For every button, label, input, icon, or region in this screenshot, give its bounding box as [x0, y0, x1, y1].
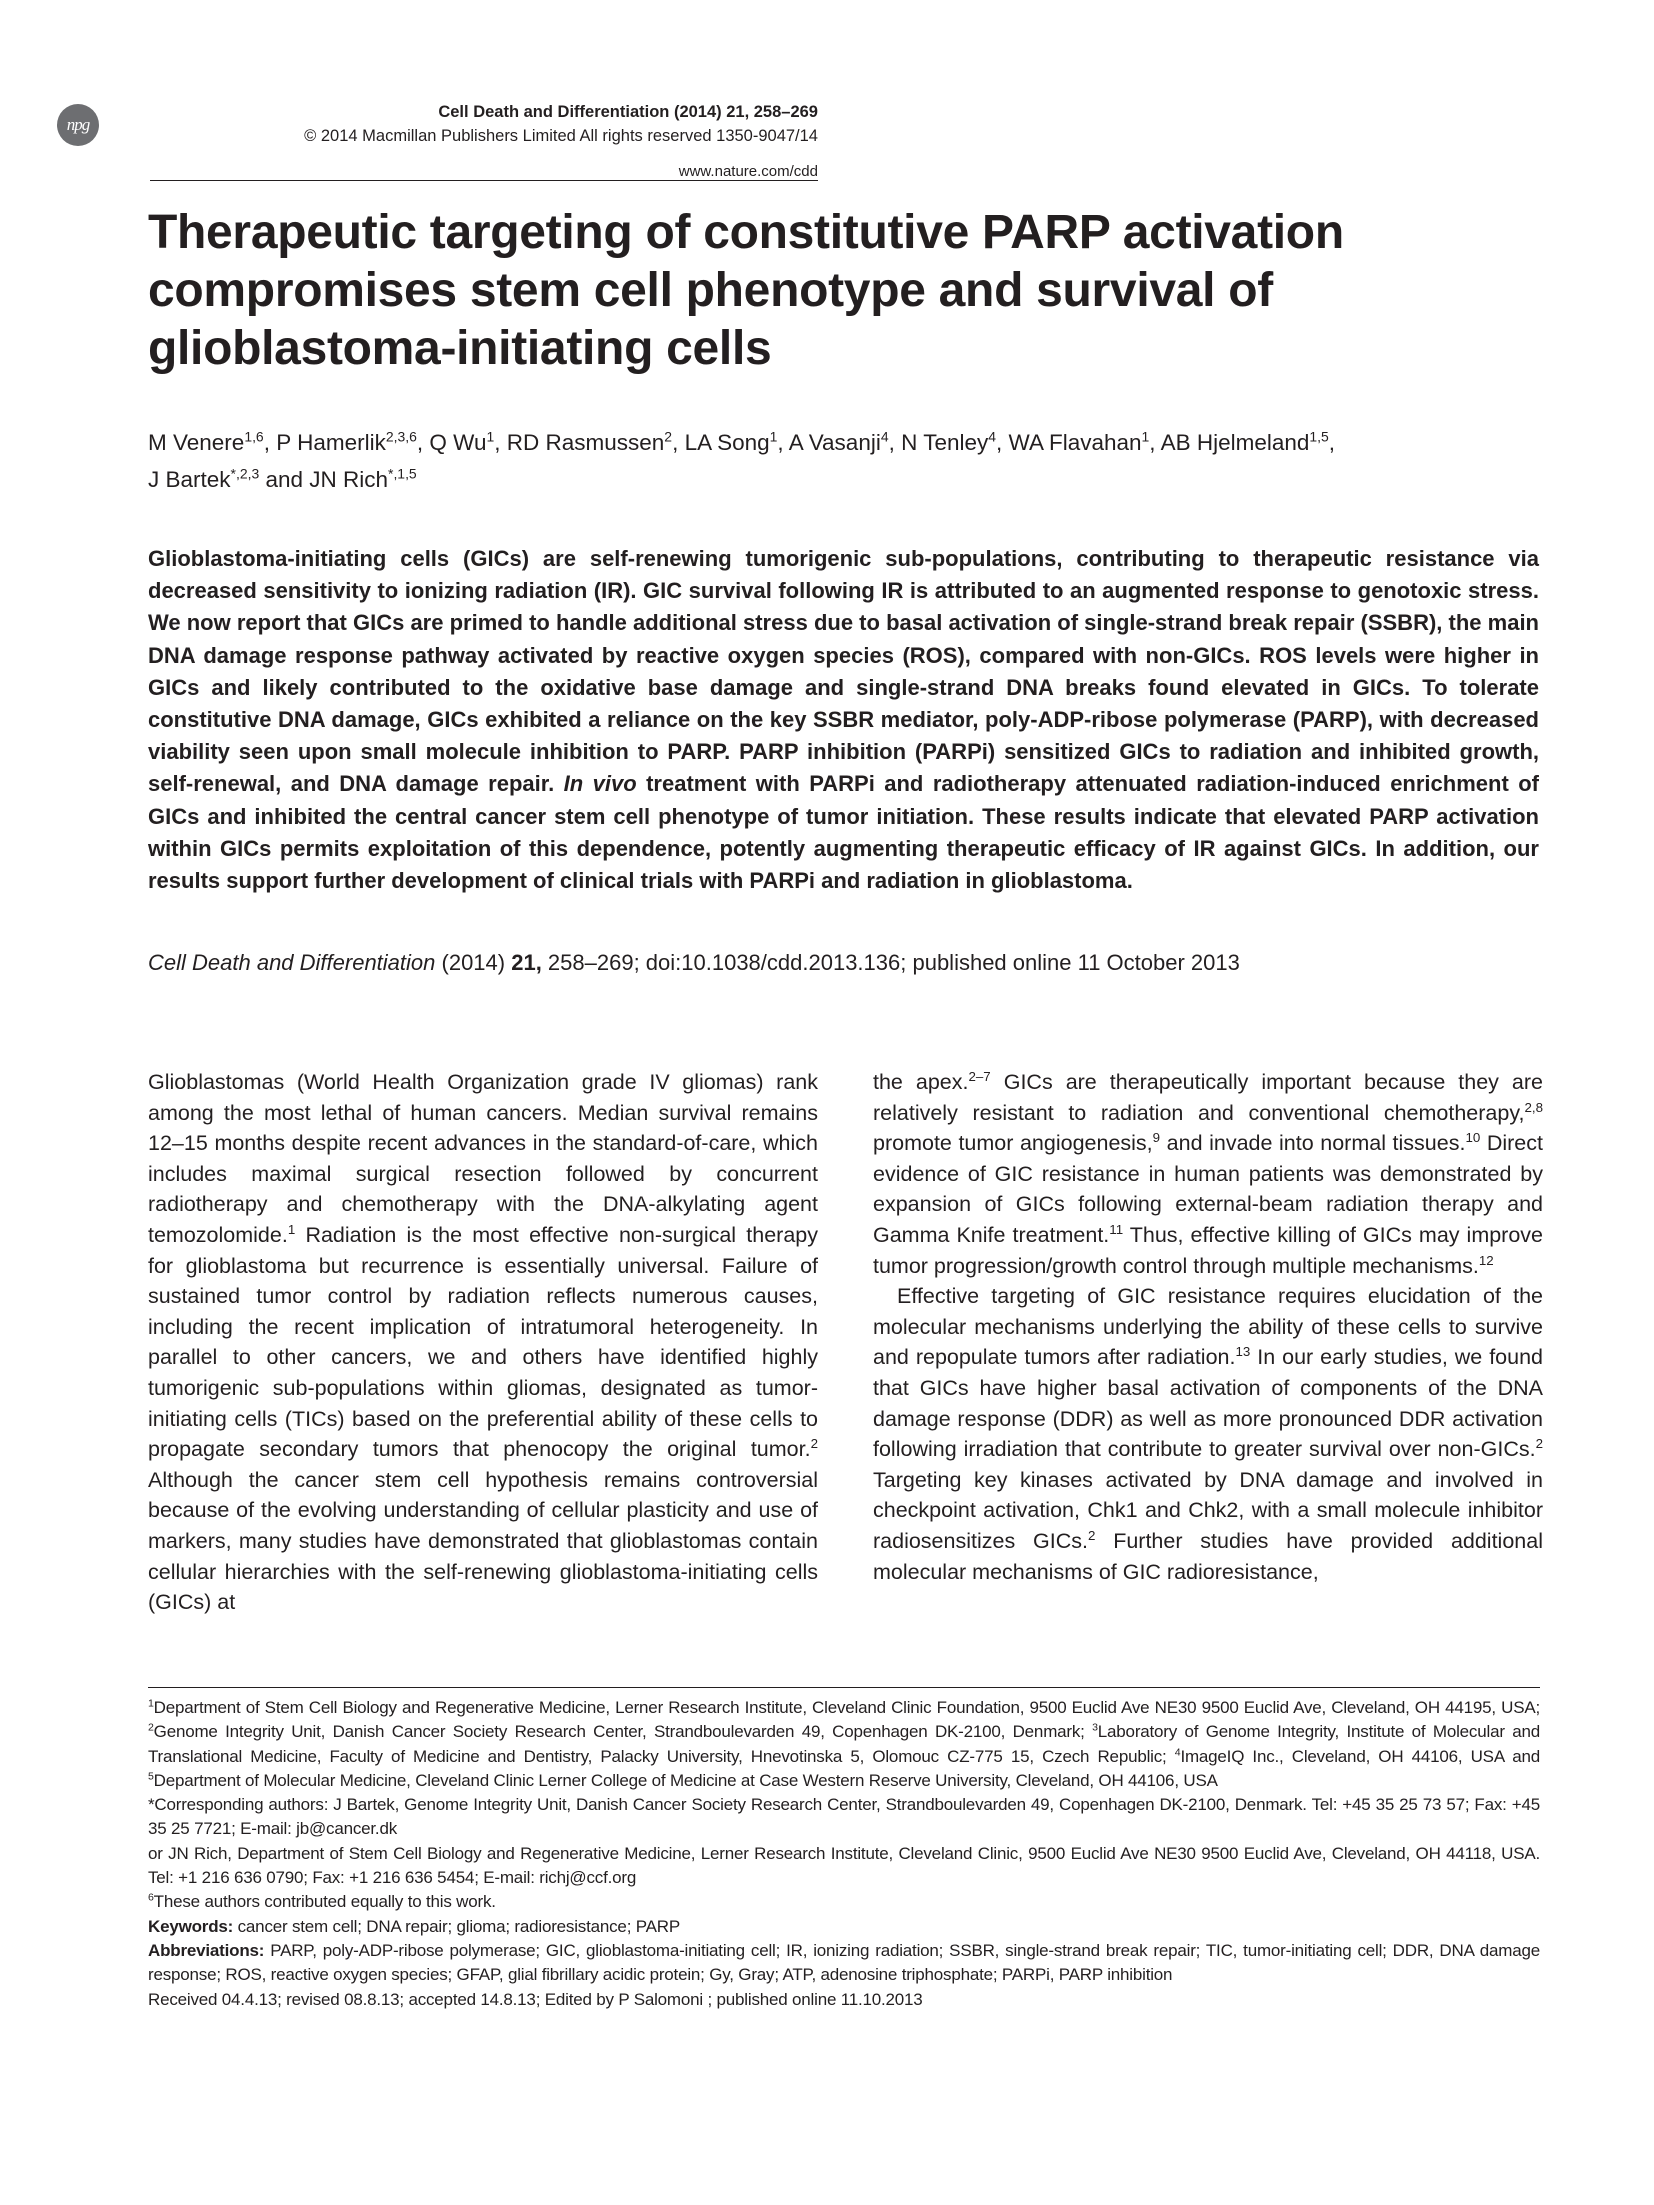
author: M Venere$^{1,6}$: [148, 428, 264, 455]
abbreviations: Abbreviations: PARP, poly-ADP-ribose polymerase; GIC, glioblastoma-initiating cell; IR, ionizing radiation; SSBR, single-strand break repair; TIC, tumor-initiating cell; DDR, DNA damage response; ROS, reactive oxygen species; GFAP, glial fibrillary acidic protein; Gy, Gray; ATP, adenosine triphosphate; PARPi, PARP inhibition: [148, 1940, 1540, 1985]
corresponding-author-2: or JN Rich, Department of Stem Cell Biology and Regenerative Medicine, Lerner Research Institute, Cleveland Clinic, 9500 Euclid Ave NE30 9500 Euclid Ave, Cleveland, OH 44118, USA. Tel: +1 216 636 0790; Fax: +1 216 636 5454; E-mail: richj@ccf.org: [148, 1843, 1540, 1888]
reference-superscript: 13: [1235, 1344, 1251, 1360]
author: LA Song$^1$: [684, 428, 778, 455]
author: WA Flavahan$^1$: [1008, 428, 1150, 455]
footnotes: [148, 1696, 1540, 2012]
copyright-line: © 2014 Macmillan Publishers Limited All rights reserved 1350-9047/14: [304, 127, 818, 145]
reference-superscript: 1: [148, 1697, 154, 1710]
author: RD Rasmussen$^2$: [506, 428, 673, 455]
body-paragraph: Effective targeting of GIC resistance requires elucidation of the molecular mechanisms underlying the ability of these cells to survive and repopulate tumors after radiation.$^{13}$ In our early studies, we found that GICs have higher basal activation of components of the DNA damage response (DDR) as well as more pronounced DDR activation following irradiation that contribute to greater survival over non-GICs.$^2$ Targeting key kinases activated by DNA damage and involved in checkpoint activation, Chk1 and Chk2, with a small molecule inhibitor radiosensitizes GICs.$^2$ Further studies have provided additional molecular mechanisms of GIC radioresistance,: [873, 1284, 1543, 1584]
abstract: Glioblastoma-initiating cells (GICs) are self-renewing tumorigenic sub-populations, contributing to therapeutic resistance via decreased sensitivity to ionizing radiation (IR). GIC survival following IR is attributed to an augmented response to genotoxic stress. We now report that GICs are primed to handle additional stress due to basal activation of single-strand break repair (SSBR), the main DNA damage response pathway activated by reactive oxygen species (ROS), compared with non-GICs. ROS levels were higher in GICs and likely contributed to the oxidative base damage and single-strand DNA breaks found elevated in GICs. To tolerate constitutive DNA damage, GICs exhibited a reliance on the key SSBR mediator, poly-ADP-ribose polymerase (PARP), with decreased viability seen upon small molecule inhibition to PARP. PARP inhibition (PARPi) sensitized GICs to radiation and inhibited growth, self-renewal, and DNA damage repair. In vivo treatment with PARPi and radiotherapy attenuated radiation-induced enrichment of GICs and inhibited the central cancer stem cell phenotype of tumor initiation. These results indicate that elevated PARP activation within GICs permits exploitation of this dependence, potently augmenting therapeutic efficacy of IR against GICs. In addition, our results support further development of clinical trials with PARPi and radiation in glioblastoma.: [148, 546, 1539, 894]
article-citation: Cell Death and Differentiation (2014) 21, 258–269; doi:10.1038/cdd.2013.136; published online 11 October 2013: [148, 950, 1240, 975]
author: N Tenley$^4$: [901, 428, 997, 455]
reference-superscript: 2: [148, 1721, 154, 1734]
reference-superscript: 12: [1478, 1252, 1494, 1268]
author: J Bartek$^{*,2,3}$: [148, 465, 260, 492]
affiliations: $^1$Department of Stem Cell Biology and Regenerative Medicine, Lerner Research Institute, Cleveland Clinic Foundation, 9500 Euclid Ave NE30 9500 Euclid Ave, Cleveland, OH 44195, USA; $^2$Genome Integrity Unit, Danish Cancer Society Research Center, Strandboulevarden 49, Copenhagen DK-2100, Denmark; $^3$Laboratory of Genome Integrity, Institute of Molecular and Translational Medicine, Faculty of Medicine and Dentistry, Palacky University, Hnevotinska 5, Olomouc CZ-775 15, Czech Republic; $^4$ImageIQ Inc., Cleveland, OH 44106, USA and $^5$Department of Molecular Medicine, Cleveland Clinic Lerner College of Medicine at Case Western Reserve University, Cleveland, OH 44106, USA: [148, 1697, 1540, 1790]
body-paragraph: Glioblastomas (World Health Organization grade IV gliomas) rank among the most lethal of human cancers. Median survival remains 12–15 months despite recent advances in the standard-of-care, which includes maximal surgical resection followed by concurrent radiotherapy and chemotherapy with the DNA-alkylating agent temozolomide.$^1$ Radiation is the most effective non-surgical therapy for glioblastoma but recurrence is essentially universal. Failure of sustained tumor control by radiation reflects numerous causes, including the recent implication of intratumoral heterogeneity. In parallel to other cancers, we and others have identified highly tumorigenic sub-populations within gliomas, designated as tumor-initiating cells (TICs) based on the preferential ability of these cells to propagate secondary tumors that phenocopy the original tumor.$^2$ Although the cancer stem cell hypothesis remains controversial because of the evolving understanding of cellular plasticity and use of markers, many studies have demonstrated that glioblastomas contain cellular hierarchies with the self-renewing glioblastoma-initiating cells (GICs) at: [148, 1070, 818, 1615]
journal-website-link[interactable]: www.nature.com/cdd: [678, 163, 818, 180]
npg-logo: npg: [57, 104, 99, 146]
corresponding-author-1: *Corresponding authors: J Bartek, Genome Integrity Unit, Danish Cancer Society Research Center, Strandboulevarden 49, Copenhagen DK-2100, Denmark. Tel: +45 35 25 73 57; Fax: +45 35 25 7721; E-mail: jb@cancer.dk: [148, 1795, 1540, 1839]
reference-superscript: 5: [148, 1770, 154, 1783]
author: A Vasanji$^4$: [788, 428, 889, 455]
author-list: M Venere$^{1,6}$, P Hamerlik$^{2,3,6}$, Q Wu$^1$, RD Rasmussen$^2$, LA Song$^1$, A Vasanji$^4$, N Tenley$^4$, WA Flavahan$^1$, AB Hjelmeland$^{1,5}$, J Bartek$^{*,2,3}$ and JN Rich$^{*,1,5}$: [148, 428, 1336, 492]
reference-superscript: 2: [1535, 1435, 1543, 1451]
keywords: Keywords: cancer stem cell; DNA repair; glioma; radioresistance; PARP: [148, 1916, 680, 1936]
journal-header: [304, 100, 818, 184]
reference-superscript: 9: [1152, 1130, 1161, 1146]
header-divider: [150, 180, 818, 181]
reference-superscript: 2–7: [968, 1068, 991, 1084]
reference-superscript: 1: [287, 1221, 296, 1237]
journal-citation-line: Cell Death and Differentiation (2014) 21, 258–269: [438, 103, 818, 121]
reference-superscript: 2,8: [1524, 1099, 1543, 1115]
reference-superscript: 2: [1087, 1527, 1096, 1543]
article-title: Therapeutic targeting of constitutive PARP activation compromises stem cell phenotype and survival of glioblastoma-initiating cells: [148, 206, 1344, 375]
body-column-right: [873, 1067, 1543, 1587]
author: AB Hjelmeland$^{1,5}$: [1160, 428, 1329, 455]
reference-superscript: 2: [810, 1435, 818, 1451]
equal-contribution-note: $^6$These authors contributed equally to this work.: [148, 1891, 496, 1912]
body-column-left: [148, 1067, 818, 1618]
reference-superscript: 11: [1109, 1221, 1124, 1237]
author: Q Wu$^1$: [429, 428, 495, 455]
reference-superscript: 3: [1092, 1721, 1098, 1734]
reference-superscript: 4: [1174, 1745, 1181, 1758]
received-dates: Received 04.4.13; revised 08.8.13; accepted 14.8.13; Edited by P Salomoni ; published online 11.10.2013: [148, 1989, 923, 2009]
body-paragraph: the apex.$^{2-7}$ GICs are therapeutically important because they are relatively resistant to radiation and conventional chemotherapy,$^{2,8}$ promote tumor angiogenesis,$^9$ and invade into normal tissues.$^{10}$ Direct evidence of GIC resistance in human patients was demonstrated by expansion of GICs following external-beam radiation therapy and Gamma Knife treatment.$^{11}$ Thus, effective killing of GICs may improve tumor progression/growth control through multiple mechanisms.$^{12}$: [873, 1068, 1544, 1278]
author: P Hamerlik$^{2,3,6}$: [276, 428, 417, 455]
author: JN Rich$^{*,1,5}$: [309, 465, 417, 492]
reference-superscript: 10: [1465, 1130, 1481, 1146]
footnote-divider: [148, 1687, 1540, 1688]
